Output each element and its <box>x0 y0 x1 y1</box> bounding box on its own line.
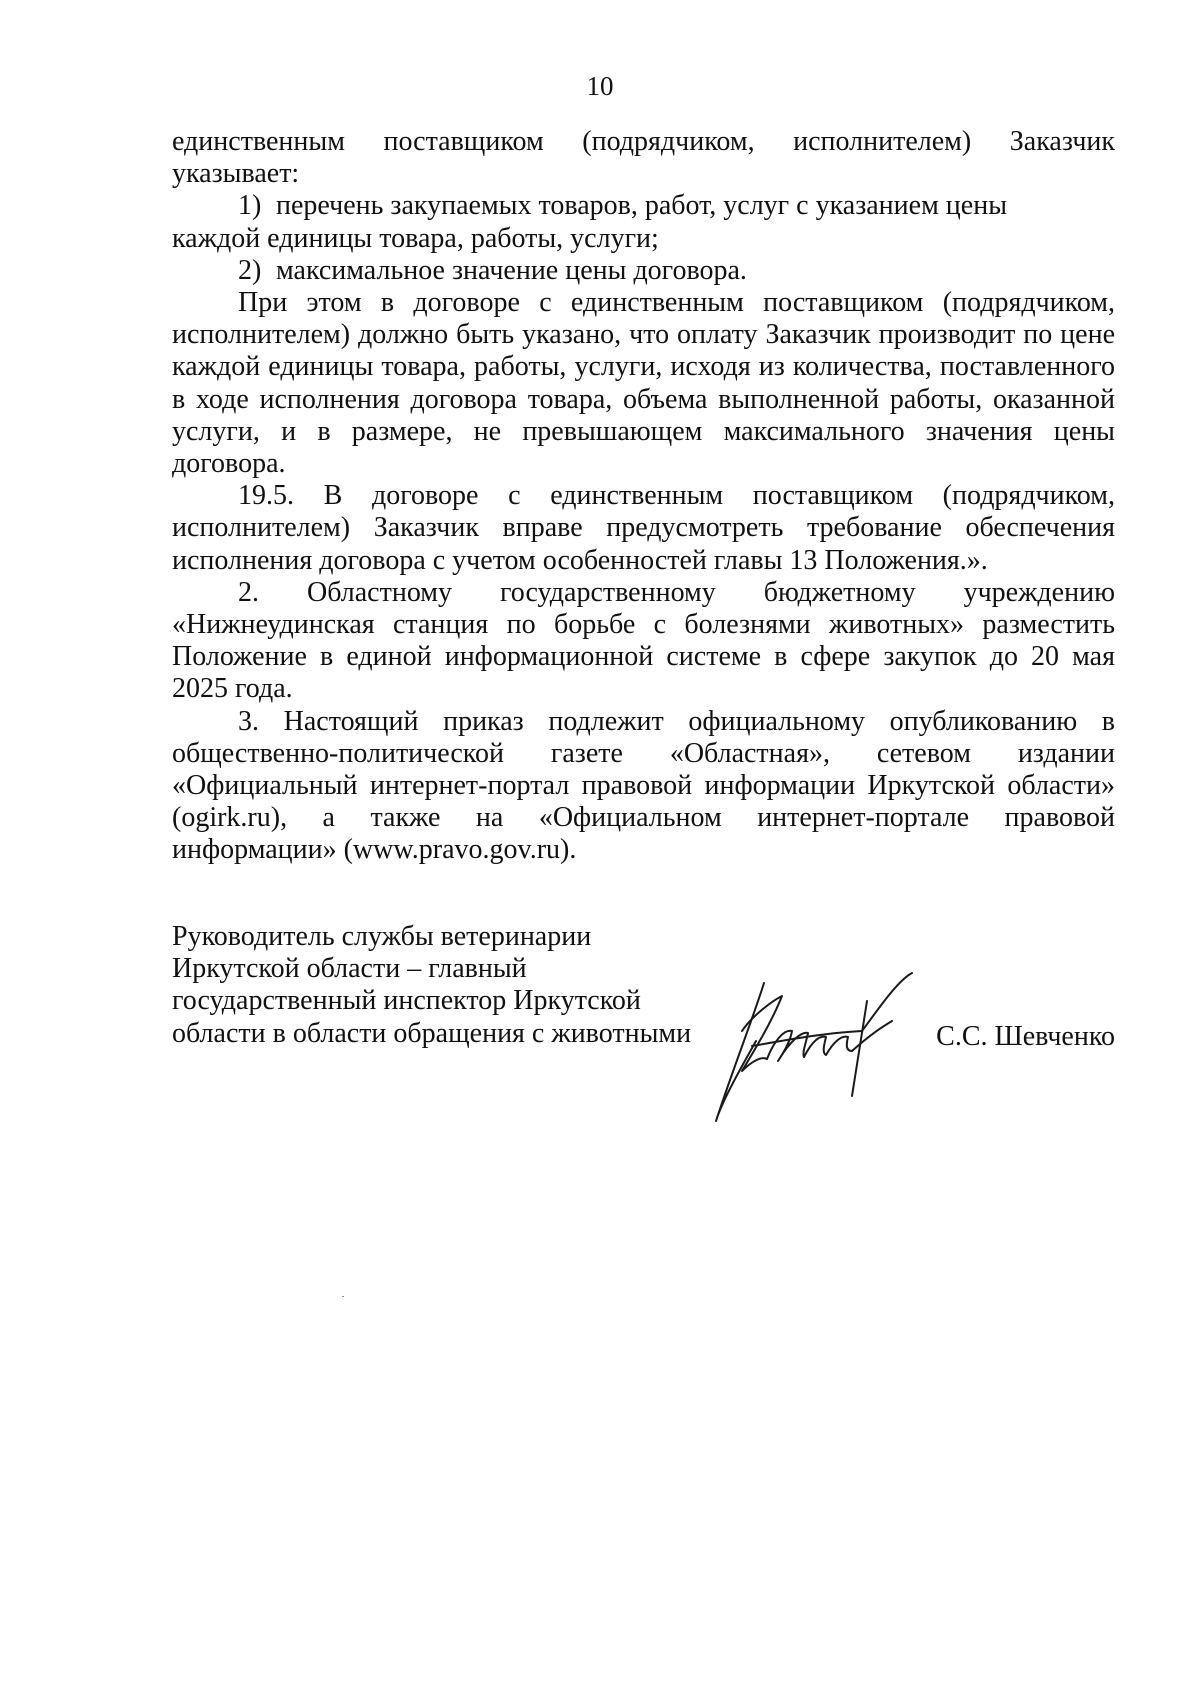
signature-block <box>172 921 1115 1121</box>
paragraph-item-3: 3. Настоящий приказ подлежит официальному опубликованию в общественно-политической газете «Областная», сетевом издании «Официальный интернет-портал правовой информации Иркутской области» (ogirk.ru), а также на «Официальном интернет-портале правовой информации» (www.pravo.gov.ru). <box>172 705 1115 866</box>
paragraph-intro: единственным поставщиком (подрядчиком, исполнителем) Заказчик указывает: <box>172 126 1115 190</box>
paragraph-item-2: 2. Областному государственному бюджетному учреждению «Нижнеудинская станция по борьбе с болезнями животных» разместить Положение в единой информационной системе в сфере закупок до 20 мая 2025 года. <box>172 576 1115 705</box>
list-item-text: максимальное значение цены договора. <box>276 254 747 286</box>
list-item-1-continuation: каждой единицы товара, работы, услуги; <box>172 222 659 254</box>
list-item-text: перечень закупаемых товаров, работ, услуг с указанием цены <box>276 190 1008 222</box>
signer-title-line: Иркутской области – главный <box>172 953 527 985</box>
scan-speck <box>342 1296 344 1297</box>
list-item-number: 1) <box>238 190 262 222</box>
page-number: 10 <box>586 71 614 101</box>
signer-title-line: области в области обращения с животными <box>172 1017 692 1049</box>
paragraph-payment: При этом в договоре с единственным поставщиком (подрядчиком, исполнителем) должно быть указано, что оплату Заказчик производит по цене каждой единицы товара, работы, услуги, исходя из количества, поставленного в ходе исполнения договора товара, объема выполненной работы, оказанной услуги, и в размере, не превышающем максимального значения цены договора. <box>172 287 1115 480</box>
paragraph-19-5: 19.5. В договоре с единственным поставщиком (подрядчиком, исполнителем) Заказчик вправе предусмотреть требование обеспечения исполнения договора с учетом особенностей главы 13 Положения.». <box>172 480 1115 576</box>
signer-name: С.С. Шевченко <box>936 1021 1115 1052</box>
handwritten-signature <box>712 971 942 1131</box>
list-item-number: 2) <box>238 254 262 286</box>
signer-title-line: Руководитель службы ветеринарии <box>172 921 592 952</box>
list-item-1 <box>172 190 1115 222</box>
signer-title-line: государственный инспектор Иркутской <box>172 985 641 1017</box>
document-body <box>172 126 1115 867</box>
list-item-2 <box>172 255 1115 287</box>
